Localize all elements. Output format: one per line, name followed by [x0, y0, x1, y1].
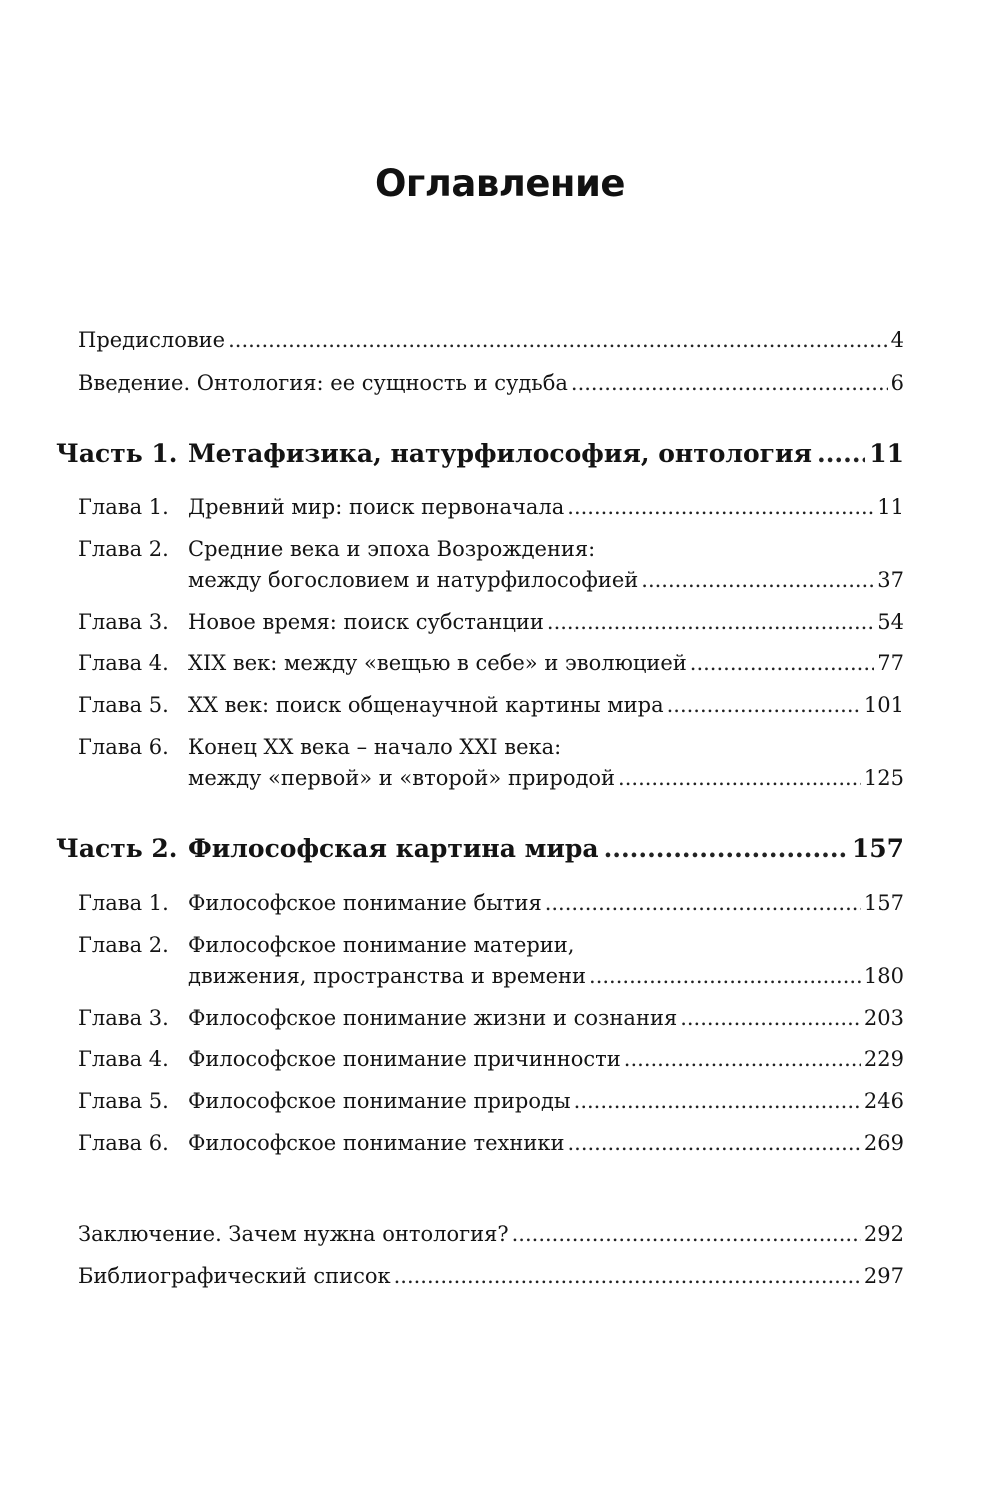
leader-dots	[641, 564, 874, 596]
chapter-number: Глава 4.	[78, 1047, 169, 1071]
toc-entry-page: 6	[890, 371, 904, 395]
chapter-title: XIX век: между «вещью в себе» и эволюцией	[188, 651, 687, 675]
leader-dots	[228, 324, 888, 356]
leader-dots	[571, 367, 888, 399]
toc-part-1[interactable]	[188, 436, 904, 472]
chapter-number: Глава 6.	[78, 1131, 169, 1155]
toc-entry-label: Введение. Онтология: ее сущность и судьба	[78, 371, 568, 395]
chapter-title: Новое время: поиск субстанции	[188, 610, 544, 634]
chapter-number: Глава 5.	[78, 693, 169, 717]
chapter-title: Философское понимание причинности	[188, 1047, 621, 1071]
toc-entry-label: Библиографический список	[78, 1264, 391, 1288]
chapter-title: между богословием и натурфилософией	[188, 568, 639, 592]
chapter-number: Глава 3.	[78, 610, 169, 634]
chapter-title-line1: Конец XX века – начало XXI века:	[188, 735, 562, 759]
chapter-number: Глава 4.	[78, 651, 169, 675]
chapter-title: движения, пространства и времени	[188, 964, 587, 988]
chapter-page: 101	[863, 693, 904, 717]
toc-entry-label: Заключение. Зачем нужна онтология?	[78, 1222, 509, 1246]
chapter-page: 157	[863, 891, 904, 915]
part-page: 157	[851, 834, 904, 863]
toc-entry-bibliography[interactable]	[78, 1260, 904, 1292]
chapter-page: 180	[863, 964, 904, 988]
chapter-title: Философское понимание природы	[188, 1089, 571, 1113]
chapter-page: 11	[877, 495, 904, 519]
leader-dots	[574, 1085, 861, 1117]
chapter-number: Глава 6.	[78, 735, 169, 759]
chapter-page: 54	[877, 610, 904, 634]
chapter-title-line1: Философское понимание материи,	[188, 933, 575, 957]
chapter-title: Древний мир: поиск первоначала	[188, 495, 565, 519]
toc-entry-page: 4	[890, 328, 904, 352]
toc-chapter[interactable]	[188, 960, 904, 992]
toc-chapter[interactable]	[188, 606, 904, 638]
toc-part-2[interactable]	[188, 831, 904, 867]
toc-entry-page: 297	[863, 1264, 904, 1288]
leader-dots	[589, 960, 861, 992]
chapter-number: Глава 5.	[78, 1089, 169, 1113]
part-title: Философская картина мира	[188, 834, 599, 863]
toc-entry-preface[interactable]	[78, 324, 904, 356]
part-number: Часть 2.	[56, 834, 178, 863]
chapter-title: XX век: поиск общенаучной картины мира	[188, 693, 664, 717]
chapter-page: 37	[877, 568, 904, 592]
chapter-page: 229	[863, 1047, 904, 1071]
chapter-page: 125	[863, 766, 904, 790]
chapter-title: Философское понимание бытия	[188, 891, 542, 915]
chapter-page: 269	[863, 1131, 904, 1155]
leader-dots	[394, 1260, 861, 1292]
toc-entry-introduction[interactable]	[78, 367, 904, 399]
toc-chapter[interactable]	[188, 887, 904, 919]
leader-dots	[604, 831, 848, 867]
leader-dots	[618, 762, 861, 794]
chapter-page: 77	[877, 651, 904, 675]
toc-chapter[interactable]	[188, 762, 904, 794]
part-page: 11	[869, 439, 904, 468]
part-title: Метафизика, натурфилософия, онтология	[188, 439, 813, 468]
page-title: Оглавление	[374, 162, 626, 205]
toc-chapter[interactable]	[188, 1085, 904, 1117]
toc-entry-label: Предисловие	[78, 328, 226, 352]
toc-chapter[interactable]	[188, 647, 904, 679]
leader-dots	[567, 1127, 860, 1159]
chapter-page: 203	[863, 1006, 904, 1030]
toc-entry-page: 292	[863, 1222, 904, 1246]
leader-dots	[667, 689, 861, 721]
toc-chapter[interactable]	[188, 564, 904, 596]
toc-entry-conclusion[interactable]	[78, 1218, 904, 1250]
chapter-title: между «первой» и «второй» природой	[188, 766, 616, 790]
chapter-title: Философское понимание жизни и сознания	[188, 1006, 678, 1030]
leader-dots	[690, 647, 874, 679]
part-number: Часть 1.	[56, 439, 178, 468]
leader-dots	[817, 436, 865, 472]
leader-dots	[545, 887, 861, 919]
chapter-number: Глава 1.	[78, 891, 169, 915]
chapter-title-line1: Средние века и эпоха Возрождения:	[188, 537, 596, 561]
toc-chapter[interactable]	[188, 689, 904, 721]
leader-dots	[567, 491, 874, 523]
leader-dots	[512, 1218, 861, 1250]
toc-chapter[interactable]	[188, 1002, 904, 1034]
chapter-number: Глава 1.	[78, 495, 169, 519]
toc-chapter[interactable]	[188, 1127, 904, 1159]
chapter-number: Глава 2.	[78, 933, 169, 957]
chapter-number: Глава 2.	[78, 537, 169, 561]
toc-chapter[interactable]	[188, 491, 904, 523]
leader-dots	[680, 1002, 861, 1034]
leader-dots	[547, 606, 874, 638]
chapter-number: Глава 3.	[78, 1006, 169, 1030]
toc-chapter[interactable]	[188, 1043, 904, 1075]
chapter-page: 246	[863, 1089, 904, 1113]
leader-dots	[624, 1043, 861, 1075]
chapter-title: Философское понимание техники	[188, 1131, 565, 1155]
